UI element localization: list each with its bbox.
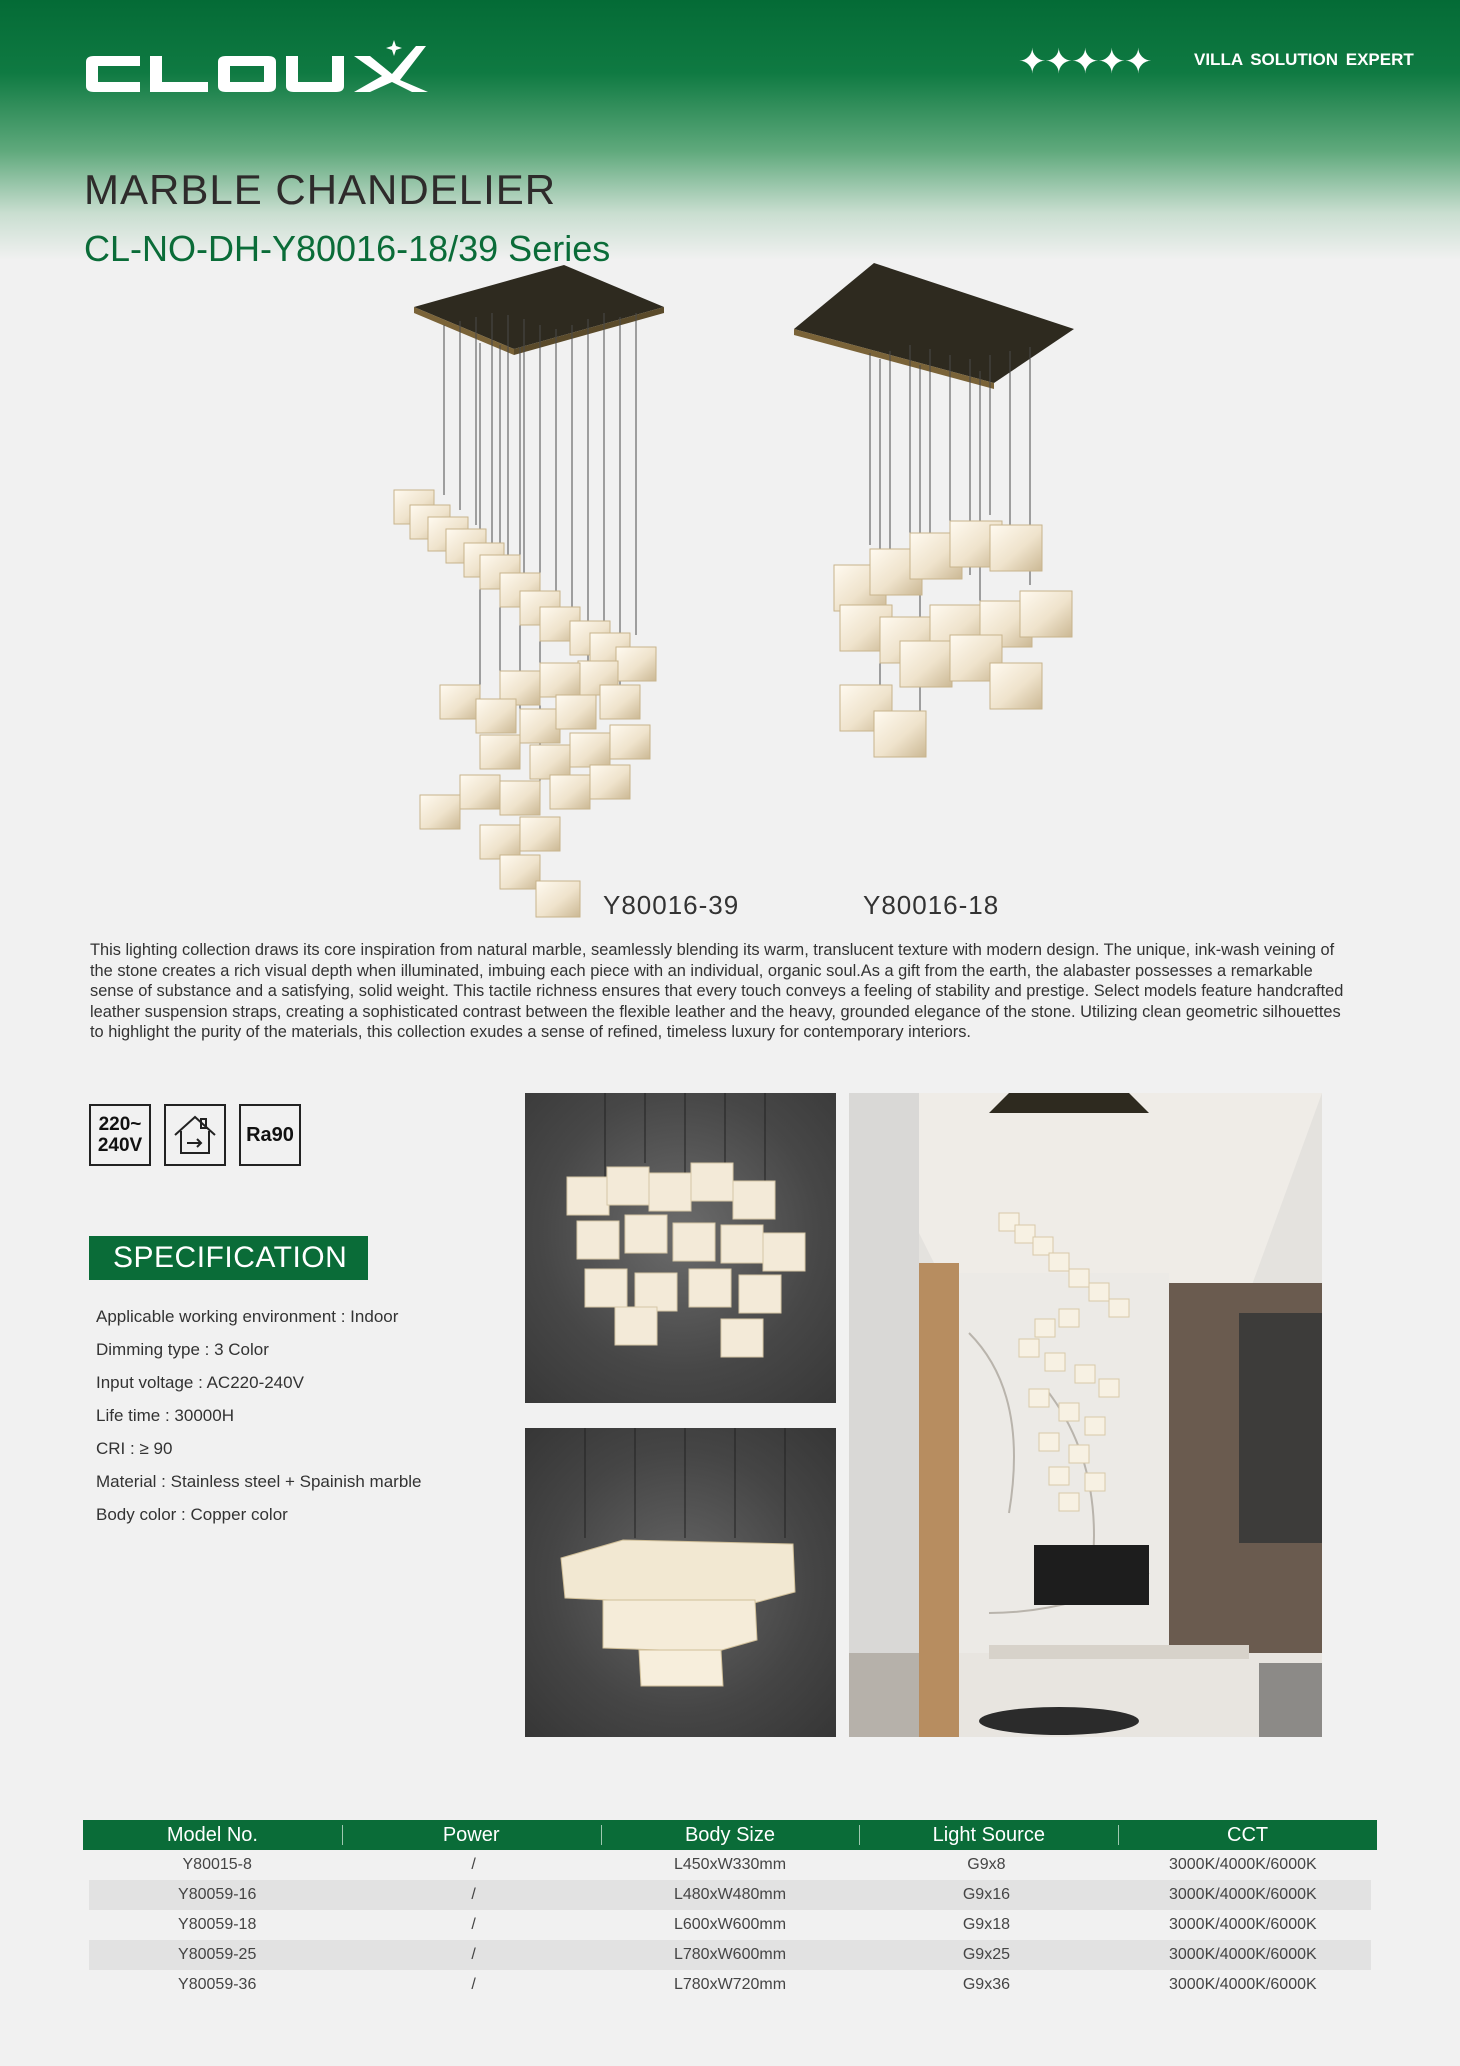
- spec-item: Material : Stainless steel + Spainish marble: [96, 1472, 422, 1491]
- photo-chandelier-cubes: [525, 1093, 836, 1403]
- table-row: [89, 1940, 1371, 1970]
- voltage-badge: [89, 1104, 151, 1166]
- cell: G9x25: [962, 1946, 1010, 1963]
- cell: /: [471, 1856, 476, 1873]
- table-row: [89, 1850, 1371, 1880]
- header-gradient: [0, 0, 1460, 260]
- col-power: Power: [342, 1820, 601, 1850]
- cell: Y80059-18: [178, 1916, 257, 1933]
- spec-item: CRI : ≥ 90: [96, 1439, 173, 1458]
- cell: L480xW480mm: [673, 1886, 787, 1903]
- cell: L450xW330mm: [673, 1856, 787, 1873]
- cri-badge: Ra90: [239, 1104, 301, 1166]
- spec-item: Dimming type : 3 Color: [96, 1340, 269, 1359]
- cell: G9x36: [962, 1976, 1010, 1993]
- cell: Y80059-25: [178, 1946, 257, 1963]
- photo-chandelier-tiered: [525, 1428, 836, 1737]
- table-header: [83, 1820, 1377, 1850]
- cell: 3000K/4000K/6000K: [1168, 1976, 1317, 1993]
- page-title: MARBLE CHANDELIER: [84, 166, 557, 213]
- cell: Y80015-8: [182, 1856, 252, 1873]
- cell: 3000K/4000K/6000K: [1168, 1916, 1317, 1933]
- rating-stars: ✦✦✦✦✦: [1018, 42, 1151, 82]
- spec-item: Input voltage : AC220-240V: [96, 1373, 304, 1392]
- spec-item: Body color : Copper color: [96, 1505, 288, 1524]
- cell: L600xW600mm: [673, 1916, 787, 1933]
- table-row: [89, 1880, 1371, 1910]
- table-row: [89, 1970, 1371, 2000]
- cell: G9x16: [962, 1886, 1010, 1903]
- cell: 3000K/4000K/6000K: [1168, 1886, 1317, 1903]
- voltage-line1: 220~: [98, 1114, 142, 1135]
- brand-tagline: VILLA SOLUTION EXPERT: [1194, 50, 1414, 69]
- photo-interior-scene: [849, 1093, 1322, 1737]
- spec-item: Applicable working environment : Indoor: [96, 1307, 399, 1326]
- model-table: [83, 1820, 1377, 2000]
- cell: L780xW720mm: [673, 1976, 787, 1993]
- cell: 3000K/4000K/6000K: [1168, 1946, 1317, 1963]
- house-icon: [164, 1104, 226, 1166]
- cell: G9x8: [967, 1856, 1006, 1873]
- cell: G9x18: [962, 1916, 1010, 1933]
- model-label-left: Y80016-39: [603, 890, 740, 920]
- specification-heading: SPECIFICATION: [89, 1236, 368, 1280]
- col-cct: CCT: [1118, 1820, 1377, 1850]
- cell: /: [471, 1946, 476, 1963]
- cell: /: [471, 1976, 476, 1993]
- cloux-logo: [82, 40, 438, 102]
- cell: Y80059-16: [178, 1886, 257, 1903]
- product-rendering: [380, 255, 1100, 935]
- model-label-right: Y80016-18: [863, 890, 1000, 920]
- voltage-line2: 240V: [97, 1135, 143, 1156]
- cell: /: [471, 1886, 476, 1903]
- spec-list: [96, 1300, 422, 1531]
- cell: /: [471, 1916, 476, 1933]
- col-light-source: Light Source: [859, 1820, 1118, 1850]
- table-row: [89, 1910, 1371, 1940]
- product-description: This lighting collection draws its core inspiration from natural marble, seamlessly blending its warm, translucent texture with modern design. The unique, ink-wash veining of the stone creates a rich visual depth when illuminated, imbuing each piece with an individual, organic soul.As a gift from the earth, the alabaster possesses a remarkable sense of substance and a satisfying, solid weight. This tactile richness ensures that every touch conveys a feeling of stability and prestige. Select models feature handcrafted leather suspension straps, creating a sophisticated contrast between the flexible leather and the heavy, grounded elegance of the stone. Utilizing clean geometric silhouettes to highlight the purity of the materials, this collection exudes a sense of refined, timeless luxury for contemporary interiors.: [90, 941, 1344, 1042]
- spec-item: Life time : 30000H: [96, 1406, 234, 1425]
- series-title: CL-NO-DH-Y80016-18/39 Series: [84, 228, 611, 269]
- col-model: Model No.: [166, 1824, 258, 1846]
- cell: 3000K/4000K/6000K: [1168, 1856, 1317, 1873]
- cell: Y80059-36: [178, 1976, 257, 1993]
- col-body-size: Body Size: [601, 1820, 860, 1850]
- cell: L780xW600mm: [673, 1946, 787, 1963]
